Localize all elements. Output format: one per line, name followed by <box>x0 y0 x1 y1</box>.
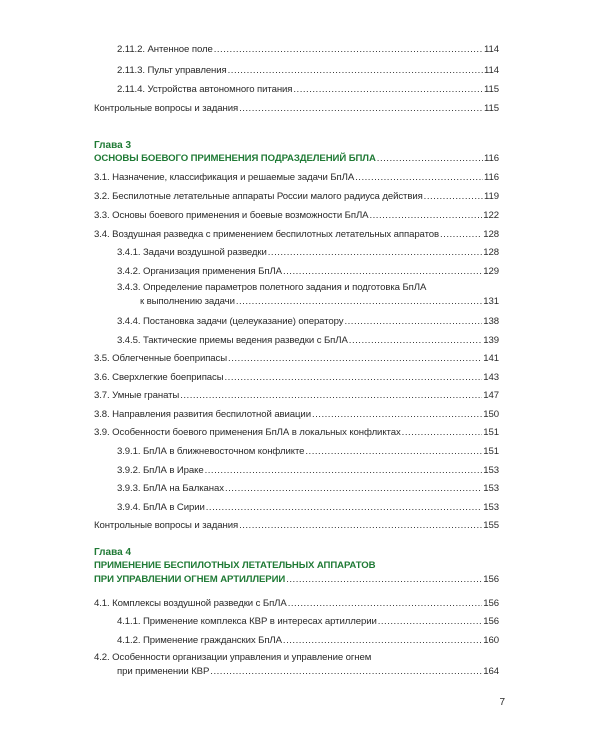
toc-entry: 3.9.4. БпЛА в Сирии ..... 153 <box>117 501 499 515</box>
toc-entry: 2.11.2. Антенное поле ..... 114 <box>117 43 499 57</box>
toc-entry: 3.6. Сверхлегкие боеприпасы ..... 143 <box>94 371 499 385</box>
toc-entry: 2.11.4. Устройства автономного питания ..... 115 <box>117 83 499 97</box>
chapter-label: Глава 4 <box>94 547 132 558</box>
toc-entry: 2.11.3. Пульт управления ..... 114 <box>117 64 499 78</box>
toc-entry: 4.2. Особенности организации управления и управление огнем при применении КВР ..... 164 <box>94 651 499 679</box>
toc-entry: 4.1. Комплексы воздушной разведки с БпЛА ..... 156 <box>94 597 499 611</box>
toc-entry: 3.1. Назначение, классификация и решаемые задачи БпЛА ..... 116 <box>94 171 499 185</box>
toc-entry: 3.4.5. Тактические приемы ведения разведки с БпЛА ..... 139 <box>117 334 499 348</box>
toc-entry: 3.5. Облегченные боеприпасы ..... 141 <box>94 352 499 366</box>
toc-entry: 3.3. Основы боевого применения и боевые возможности БпЛА ..... 122 <box>94 209 499 223</box>
toc-entry: 3.4. Воздушная разведка с применением беспилотных летательных аппаратов ..... 128 <box>94 228 499 242</box>
toc-entry: 3.9. Особенности боевого применения БпЛА в локальных конфликтах ..... 151 <box>94 426 499 440</box>
toc-entry: 4.1.1. Применение комплекса КВР в интересах артиллерии ..... 156 <box>117 615 499 629</box>
toc-entry: 3.4.1. Задачи воздушной разведки ..... 128 <box>117 246 499 260</box>
toc-entry: 3.4.3. Определение параметров полетного задания и подготовка БпЛА к выполнению задачи ..... 131 <box>117 281 499 309</box>
toc-entry: 4.1.2. Применение гражданских БпЛА ..... 160 <box>117 634 499 648</box>
chapter-title: ОСНОВЫ БОЕВОГО ПРИМЕНЕНИЯ ПОДРАЗДЕЛЕНИЙ БПЛА ..... 116 <box>94 152 499 166</box>
toc-entry: 3.9.2. БпЛА в Ираке ..... 153 <box>117 464 499 478</box>
toc-entry: 3.9.1. БпЛА в ближневосточном конфликте ..... 151 <box>117 445 499 459</box>
toc-entry: 3.2. Беспилотные летательные аппараты России малого радиуса действия ..... 119 <box>94 190 499 204</box>
toc-entry: Контрольные вопросы и задания ..... 115 <box>94 102 499 116</box>
page-number: 7 <box>499 697 505 708</box>
toc-entry: 3.4.2. Организация применения БпЛА ..... 129 <box>117 265 499 279</box>
toc-entry: 3.4.4. Постановка задачи (целеуказание) оператору ..... 138 <box>117 315 499 329</box>
toc-entry: Контрольные вопросы и задания ..... 155 <box>94 519 499 533</box>
toc-entry: 3.9.3. БпЛА на Балканах ..... 153 <box>117 482 499 496</box>
toc-entry: 3.7. Умные гранаты ..... 147 <box>94 389 499 403</box>
chapter-title: ПРИМЕНЕНИЕ БЕСПИЛОТНЫХ ЛЕТАТЕЛЬНЫХ АППАРАТОВ ПРИ УПРАВЛЕНИИ ОГНЕМ АРТИЛЛЕРИИ ..... 156 <box>94 559 499 587</box>
toc-entry: 3.8. Направления развития беспилотной авиации ..... 150 <box>94 408 499 422</box>
chapter-label: Глава 3 <box>94 140 132 151</box>
